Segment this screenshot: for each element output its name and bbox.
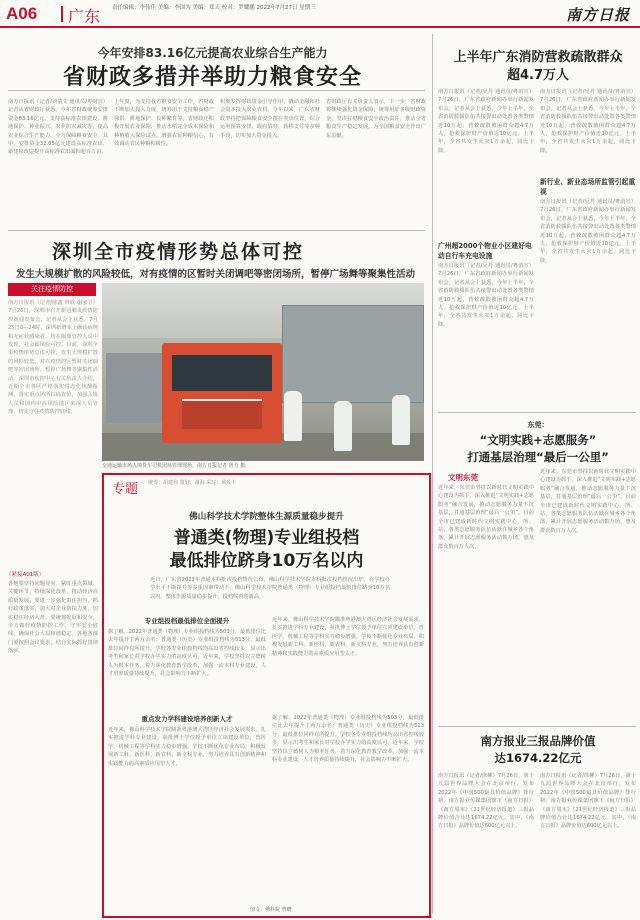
special-body-2b: 据了解，2022年普通类（物理）专业组投档线为503分，最低排位比去年提升了两万余名；普通类（历史）专业组投档线为513分，最低排位同样有所提升。学校各专业组投档线均高出省控线较多，显示出考生和家长对学校办学实力的高度认可。近年来，学校坚持以立德树人为根本任务，着力深化教育教学改革，加强一流本科专业建设，人才培养质量持续提升，社会影响力不断扩大。 xyxy=(272,715,424,764)
page-region: 广东 xyxy=(68,7,101,26)
masthead-divider xyxy=(61,6,63,22)
lead-col-2: 上年度，为支持我省粮食安全工作，省财政不断加大投入力度，统筹用于支持粮食稳产保供、耕地保护、良种繁育等。省财政还积极开展农业保险，推动水稻完全成本保险和种植收入保险试点，增强农民种粮信心，有效调动农民种粮积极性。 xyxy=(114,99,214,148)
special-editor: 图文：佛科院 曾晓 xyxy=(250,907,292,913)
shenzhen-subhead: 发生大规模扩散的风险较低，对有疫情的区暂时关闭调吧等密闭场所，暂停广场舞等聚集性活动 xyxy=(15,269,415,280)
special-body-2: 近年来，佛山科学技术学院瞄准粤港澳大湾区经济社会发展需求，扎实推进学科专业建设，获批博士学位授予单位立项建设单位，兽医学、机械工程等学科实力稳步增强。学校不断优化专业布局，积极发展新工科、新医科、新农科、新文科专业，努力培养具有创新精神和实践能力的高素质应用型人才。 xyxy=(108,727,266,767)
special-headline-2: 最低排位跻身10万名以内 xyxy=(169,551,364,571)
truck-photo xyxy=(102,283,424,461)
brand-body-col-1: 南方日报讯（记者/徐柳）7月26日，第十九届世界品牌大会在北京举行，发布2022年《中国500最具价值品牌》排行榜，南方报业传媒集团旗下《南方日报》《南方周末》《21世纪经济报道》三报品牌价值合计达1674.22亿元。其中，《南方日报》品牌价值达600亿元以上。 xyxy=(438,773,534,830)
special-kicker: 佛山科学技术学院整体生源质量稳步提升 xyxy=(189,512,344,522)
brand-headline-2: 达1674.22亿元 xyxy=(494,751,582,765)
brand-headline-1: 南方报业三报品牌价值 xyxy=(480,734,596,748)
shenzhen-body: 南方日报讯（记者/陈鑫 林欣 谢家卫）7月26日，深圳市召开新冠肺炎疫情防控新闻发布会，记者从会上获悉，7月25日0—24时，深圳新增本土确诊病例和无症状感染者，均在隔离管控人员中发现，社会面风险可控。目前，深圳全市疫情形势总体可控，发生大规模扩散的风险较低。对有疫情的区暂时关闭调吧等密闭场所，暂停广场舞等聚集性活动。深圳市疾控中心有关负责人介绍，近期全市各区严格落实常态化核酸检测，落实重点场所扫码查验，加强入境人员和国内中高风险地区来深人员管理，切实守住疫情防控底线。 xyxy=(8,300,98,416)
dongguan-body-col-1: 近年来，东莞市坚持以新时代文明实践中心建设为抓手，深入推进“文明实践+志愿服务”融合发展，推动志愿服务力量下沉基层，打通基层治理“最后一公里”。目前全市已建成新时代文明实践中心、所、站，各类志愿服务队伍活跃在城乡各个角落，累计开展志愿服务活动数万场，惠及群众数百万人次。 xyxy=(438,485,534,550)
fire-body-col-2: 南方日报讯（记者/吴丹 通讯员/粤消宣）7月26日，广东省政府新闻办举行新闻发布会，记者从会上获悉，今年上半年，全省消防救援队伍共接警出动处置各类警情近10万起，营救疏散被困群众超4.7万人，抢救保护财产价值近10亿元。上半年，全省共发生火灾1万余起，同比下降。 xyxy=(540,89,636,154)
fire-subhead-1: 新行业、新业态场所监管引起重视 xyxy=(540,178,636,196)
fire-body-col-1: 南方日报讯（记者/吴丹 通讯员/粤消宣）7月26日，广东省政府新闻办举行新闻发布会，记者从会上获悉，今年上半年，全省消防救援队伍共接警出动处置各类警情近10万起，营救疏散被困群众超4.7万人，抢救保护财产价值近10亿元。上半年，全省共发生火灾1万余起，同比下降。 xyxy=(438,89,534,154)
fire-body-col-4: 南方日报讯（记者/吴丹 通讯员/粤消宣）7月26日，广东省政府新闻办举行新闻发布会，记者从会上获悉，今年上半年，全省消防救援队伍共接警出动处置各类警情近10万起，营救疏散被困群众超4.7万人，抢救保护财产价值近10亿元。上半年，全省共发生火灾1万余起，同比下降。 xyxy=(438,263,534,328)
special-subhead-1: 专业组投档最低排位全面提升 xyxy=(144,617,230,625)
lead-col-1: 南方日报讯（记者/刘倩文 通讯员/粤财宣）记者从省财政厅获悉，今年省财政统筹安排资金83.16亿元，支持高标准农田建设、耕地保护、种业振兴、农业防灾减灾等，提高农业综合生产能力，全力保障粮食安全。其中，安排资金32.65亿元建设高标准农田，新建和改造提升高标准农田面积超百万亩。 xyxy=(8,99,108,156)
masthead-meta: 责任编辑：李伟佳 美编：李国为 美编：郑天 校对：罗耀鹏 2022年7月27日 星期三 xyxy=(112,5,316,11)
special-body-1b: 近年来，佛山科学技术学院瞄准粤港澳大湾区经济社会发展需求，扎实推进学科专业建设，获批博士学位授予单位立项建设单位，兽医学、机械工程等学科实力稳步增强。学校不断优化专业布局，积极发展新工科、新医科、新农科、新文科专业，努力培养具有创新精神和实践能力的高素质应用型人才。 xyxy=(272,617,424,657)
fire-body-col-3: 南方日报讯（记者/吴丹 通讯员/粤消宣）7月26日，广东省政府新闻办举行新闻发布会，记者从会上获悉，今年上半年，全省消防救援队伍共接警出动处置各类警情近10万起，营救疏散被困群众超4.7万人，抢救保护财产价值近10亿元。上半年，全省共发生火灾1万余起，同比下降。 xyxy=(540,199,636,264)
right-rule-2 xyxy=(438,726,636,727)
special-meta: 统筹：胡建伟 策划：谢海 采写：黄茂丰 xyxy=(148,480,237,486)
newspaper-logo: 南方日报 xyxy=(565,6,630,24)
fire-headline-1: 上半年广东消防营救疏散群众 xyxy=(453,50,623,65)
shenzhen-tag: 关注疫情防控 xyxy=(8,283,96,296)
right-rule-1 xyxy=(438,412,636,413)
lead-headline: 省财政多措并举助力粮食安全 xyxy=(62,65,362,90)
right-column-divider xyxy=(432,34,433,914)
lead-rule xyxy=(8,90,425,91)
photo-caption: 交通运输市场入境货车司机闭环管理现场。南方日报记者 鲁力 摄 xyxy=(102,463,246,469)
lead-col-4: 省财政厅有关负责人表示，下一步，省财政将继续强化资金保障，统筹用好各级财政资金，坚决扛稳粮食安全政治责任，推动全省粮食生产稳定发展，为全国粮食安全作出广东贡献。 xyxy=(326,99,426,139)
special-headline-1: 普通类(物理)专业组投档 xyxy=(173,528,360,548)
page-code: A06 xyxy=(6,4,38,23)
lead-col-3: 积极发挥财政资金引导作用，撬动金融和社会资本投入农业农村。今年以来，广东省财政坚持把保障粮食安全摆在突出位置，综合运用预算安排、政府债券、转移支付等多种手段，切实加大资金投入。 xyxy=(220,99,320,139)
section-rule xyxy=(8,230,425,231)
fire-headline-2: 超4.7万人 xyxy=(506,68,570,83)
dongguan-label: 文明东莞 xyxy=(448,473,478,482)
brand-body-col-2: 南方日报讯（记者/徐柳）7月26日，第十九届世界品牌大会在北京举行，发布2022年《中国500最具价值品牌》排行榜，南方报业传媒集团旗下《南方日报》《南方周末》《21世纪经济报道》三报品牌价值合计达1674.22亿元。其中，《南方日报》品牌价值达600亿元以上。 xyxy=(540,773,636,830)
lead-kicker: 今年安排83.16亿元提高农业综合生产能力 xyxy=(97,46,328,60)
special-label: 专题 xyxy=(112,482,139,497)
fire-subhead-2: 广州超2000个物业小区建好电动自行车充电设施 xyxy=(438,242,532,260)
dongguan-headline-1: “文明实践+志愿服务” xyxy=(479,433,597,447)
dongguan-body-col-2: 近年来，东莞市坚持以新时代文明实践中心建设为抓手，深入推进“文明实践+志愿服务”融合发展，推动志愿服务力量下沉基层，打通基层治理“最后一公里”。目前全市已建成新时代文明实践中心、所、站，各类志愿服务队伍活跃在城乡各个角落，累计开展志愿服务活动数万场，惠及群众数百万人次。 xyxy=(540,469,636,534)
left-column-body: 各地要坚持问题导向，紧盯重点领域、关键环节，持续深化改革，推动经济高质量发展。要进一步强化责任担当，抓好政策落实，加大对企业帮扶力度，切实稳住经济大盘。要统筹发展和安全，全力做好疫情防控工作，守牢安全底线，确保社会大局和谐稳定。各地各部门要按照会议要求，结合实际抓好贯彻落实。 xyxy=(8,581,98,655)
masthead xyxy=(0,0,640,28)
shenzhen-headline: 深圳全市疫情形势总体可控 xyxy=(52,241,305,263)
special-body-1: 据了解，2022年普通类（物理）专业组投档线为503分，最低排位比去年提升了两万余名；普通类（历史）专业组投档线为513分，最低排位同样有所提升。学校各专业组投档线均高出省控线较多，显示出考生和家长对学校办学实力的高度认可。近年来，学校坚持以立德树人为根本任务，着力深化教育教学改革，加强一流本科专业建设，人才培养质量持续提升，社会影响力不断扩大。 xyxy=(108,629,266,678)
special-subhead-2: 重点发力学科建设培养创新人才 xyxy=(141,715,233,723)
special-intro: 近日，广东省2022年普通本科批次投档情况公布，佛山科学技术学院本科批次投档情况出炉。在学校办学水平不断提升等多重因素带动下，佛山科学技术学院普通类（物理）专业组投档最低排位跻身10万名以内，整体生源质量稳步提升，投档线再创新高。 xyxy=(150,577,390,600)
continued-note: （紧接A01版） xyxy=(6,572,45,578)
dongguan-kicker: 东莞： xyxy=(527,421,549,429)
dongguan-headline-2: 打通基层治理“最后一公里” xyxy=(467,450,609,464)
